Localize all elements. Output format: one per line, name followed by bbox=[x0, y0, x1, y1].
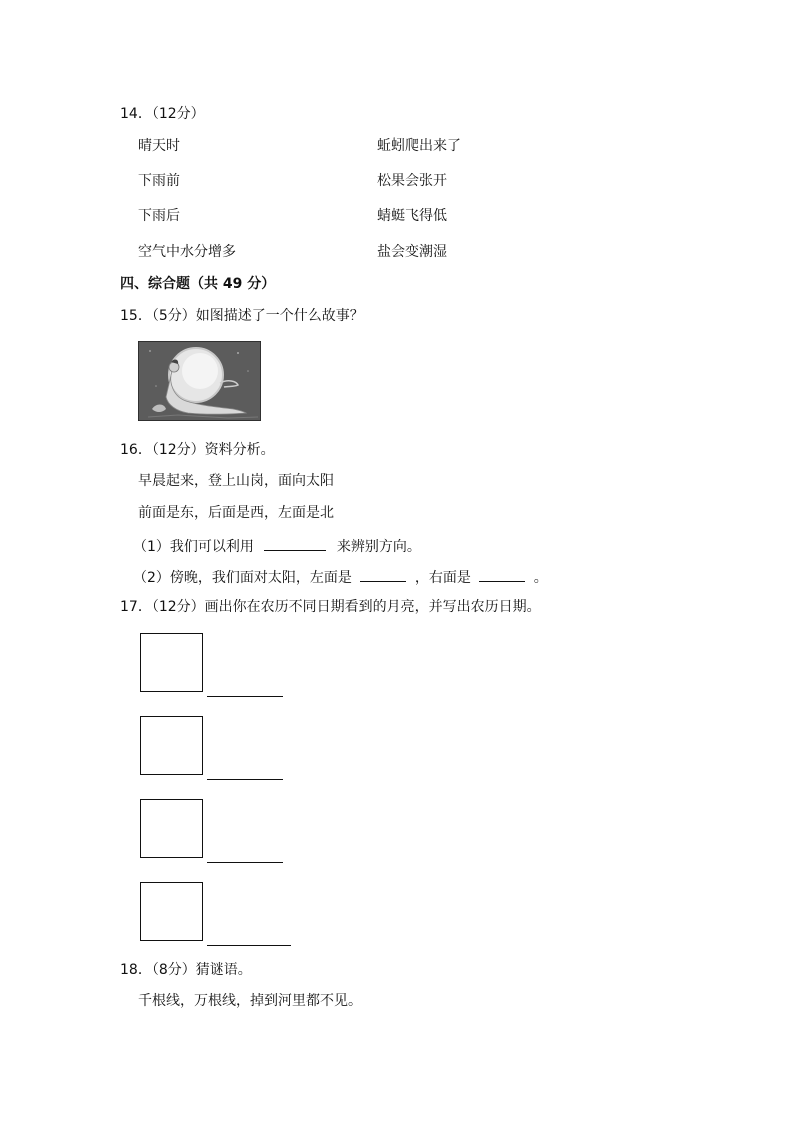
q14-right-item: 蚯蚓爬出来了 bbox=[377, 138, 461, 154]
q16-sub2-right-blank[interactable] bbox=[479, 567, 525, 582]
q16-sub1-prefix: （1）我们可以利用 bbox=[133, 539, 254, 555]
q16-sub1 bbox=[133, 536, 421, 556]
moon-drawing-box[interactable] bbox=[140, 716, 203, 775]
q16-header: 16．（12分）资料分析。 bbox=[120, 442, 275, 458]
q14-left-item: 晴天时 bbox=[138, 138, 180, 154]
q14-left-item: 下雨前 bbox=[138, 173, 180, 189]
moon-drawing-box[interactable] bbox=[140, 633, 203, 692]
q14-right-item: 蜻蜓飞得低 bbox=[377, 208, 447, 224]
q14-left-item: 下雨后 bbox=[138, 208, 180, 224]
q14-left-item: 空气中水分增多 bbox=[138, 244, 236, 260]
q17-text: 17．（12分）画出你在农历不同日期看到的月亮，并写出农历日期。 bbox=[120, 599, 541, 615]
lunar-date-blank[interactable] bbox=[207, 779, 283, 780]
q16-material-line: 前面是东，后面是西，左面是北 bbox=[138, 505, 334, 521]
q14-right-item: 松果会张开 bbox=[377, 173, 447, 189]
q18-riddle: 千根线，万根线，掉到河里都不见。 bbox=[138, 993, 362, 1009]
q14-right-item: 盐会变潮湿 bbox=[377, 244, 447, 260]
q16-sub2-left-blank[interactable] bbox=[360, 567, 406, 582]
q16-sub2 bbox=[133, 567, 548, 587]
q14-header: 14．（12分） bbox=[120, 106, 205, 122]
q16-sub2-prefix: （2）傍晚，我们面对太阳，左面是 bbox=[133, 570, 352, 586]
section-title: 四、综合题（共 49 分） bbox=[120, 276, 276, 292]
lunar-date-blank[interactable] bbox=[207, 862, 283, 863]
q16-sub1-answer-blank[interactable] bbox=[264, 536, 326, 551]
q16-sub2-middle: ，右面是 bbox=[414, 570, 471, 586]
q18-header: 18．（8分）猜谜语。 bbox=[120, 962, 252, 978]
lunar-date-blank[interactable] bbox=[207, 696, 283, 697]
chang-e-moon-image bbox=[138, 341, 261, 421]
q16-sub1-suffix: 来辨别方向。 bbox=[336, 539, 421, 555]
q16-material-line: 早晨起来，登上山岗，面向太阳 bbox=[138, 473, 334, 489]
q16-sub2-suffix: 。 bbox=[533, 570, 548, 586]
moon-drawing-box[interactable] bbox=[140, 882, 203, 941]
q15-text: 15．（5分）如图描述了一个什么故事？ bbox=[120, 308, 364, 324]
lunar-date-blank[interactable] bbox=[207, 945, 291, 946]
moon-drawing-box[interactable] bbox=[140, 799, 203, 858]
